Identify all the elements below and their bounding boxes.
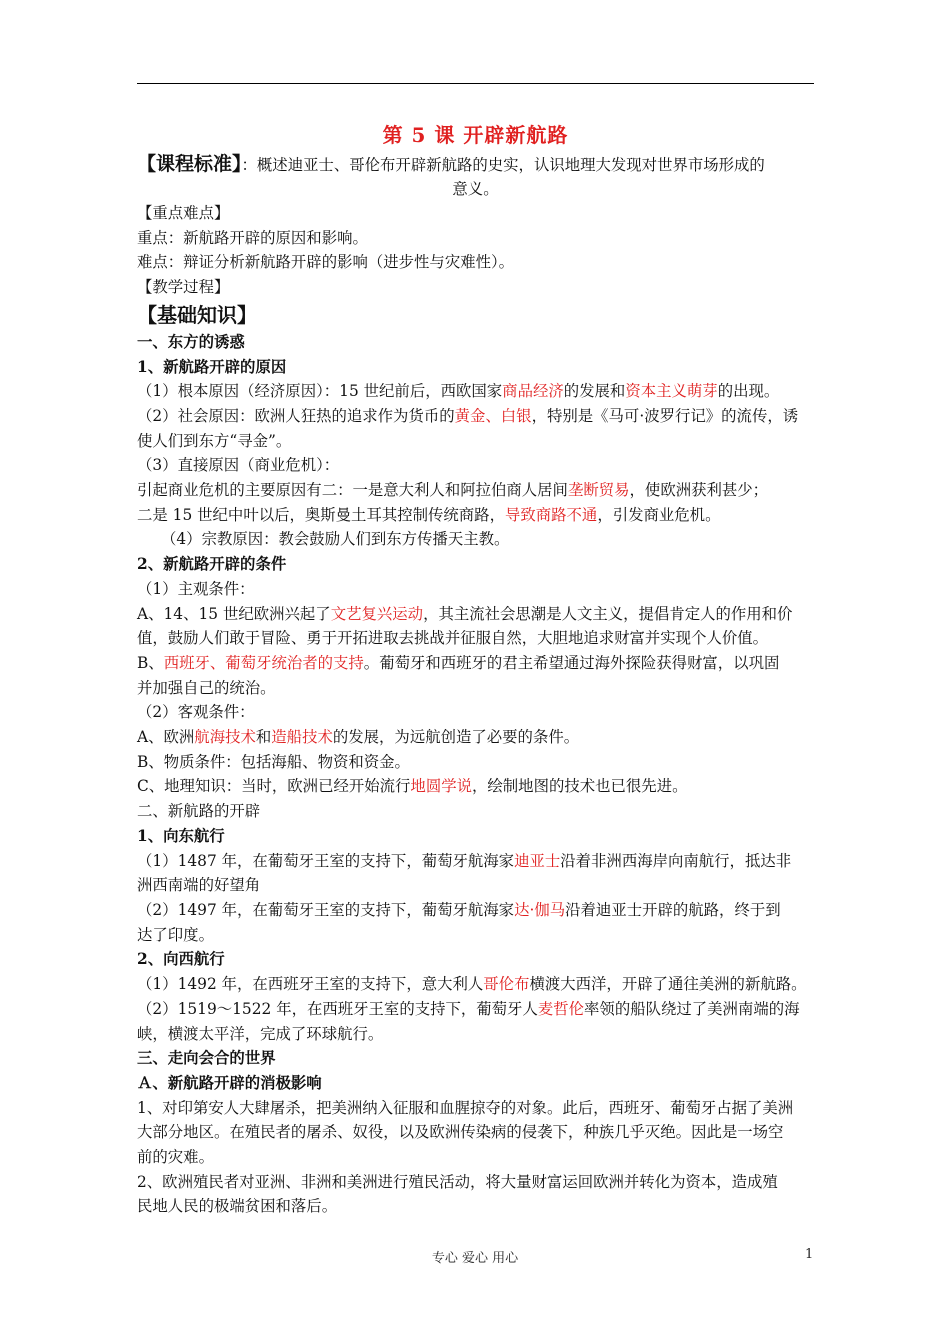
paragraph: （1）主观条件：	[137, 579, 255, 598]
focus-header: 【重点难点】	[137, 204, 230, 222]
paragraph: A、14、15 世纪欧洲兴起了文艺复兴运动，其主流社会思潮是人文主义，提倡肯定人的作用和价	[137, 604, 793, 623]
paragraph: （2）1519～1522 年，在西班牙王室的支持下，葡萄牙人麦哲伦率领的船队绕过了美洲南端的海	[137, 999, 800, 1018]
paragraph: 大部分地区。在殖民者的屠杀、奴役，以及欧洲传染病的侵袭下，种族几乎灭绝。因此是一场空	[137, 1123, 784, 1142]
section-2-sub2: 2、向西航行	[137, 950, 225, 969]
paragraph: 前的灾难。	[137, 1148, 214, 1167]
paragraph: B、西班牙、葡萄牙统治者的支持。葡萄牙和西班牙的君主希望通过海外探险获得财富，以巩固	[137, 653, 780, 672]
paragraph: 1、对印第安人大肆屠杀，把美洲纳入征服和血腥掠夺的对象。此后，西班牙、葡萄牙占据了美洲	[137, 1098, 794, 1117]
section-2-title: 二、新航路的开辟	[137, 802, 261, 821]
paragraph: （3）直接原因（商业危机）：	[137, 456, 340, 475]
paragraph: C、地理知识：当时，欧洲已经开始流行地圆学说，绘制地图的技术也已很先进。	[137, 777, 688, 796]
paragraph: 民地人民的极端贫困和落后。	[137, 1197, 338, 1216]
paragraph: 达了印度。	[137, 925, 214, 944]
difficulty-text: 难点：辩证分析新航路开辟的影响（进步性与灾难性）。	[137, 253, 515, 272]
section-2-sub1: 1、向东航行	[137, 826, 225, 845]
paragraph: 并加强自己的统治。	[137, 678, 276, 697]
section-3-title: 三、走向会合的世界	[137, 1049, 276, 1068]
paragraph: （4）宗教原因：教会鼓励人们到东方传播天主教。	[161, 530, 510, 549]
section-3-subA: Ａ、新航路开辟的消极影响	[137, 1073, 322, 1092]
paragraph: A、欧洲航海技术和造船技术的发展，为远航创造了必要的条件。	[137, 728, 580, 747]
paragraph: 2、欧洲殖民者对亚洲、非洲和美洲进行殖民活动，将大量财富运回欧洲并转化为资本，造成殖	[137, 1172, 778, 1191]
paragraph: B、物质条件：包括海船、物资和资金。	[137, 752, 410, 771]
standard-label: 【课程标准】	[137, 153, 242, 175]
course-standard	[137, 152, 814, 177]
document-body	[137, 118, 814, 1219]
course-standard-cont: 意义。	[452, 180, 499, 198]
section-1-title: 一、东方的诱惑	[137, 332, 245, 351]
standard-text: ：概述迪亚士、哥伦布开辟新航路的史实，认识地理大发现对世界市场形成的	[241, 156, 765, 174]
page-title: 第 5 课 开辟新航路	[382, 123, 569, 147]
paragraph: 值，鼓励人们敢于冒险、勇于开拓进取去挑战并征服自然，大胆地追求财富并实现个人价值。	[137, 629, 769, 648]
section-1-sub1: 1、新航路开辟的原因	[137, 357, 287, 376]
paragraph: 二是 15 世纪中叶以后，奥斯曼土耳其控制传统商路，导致商路不通，引发商业危机。	[137, 505, 721, 524]
focus-text: 重点：新航路开辟的原因和影响。	[137, 228, 368, 247]
paragraph: 引起商业危机的主要原因有二：一是意大利人和阿拉伯商人居间垄断贸易，使欧洲获利甚少；	[137, 481, 769, 500]
paragraph: （1）1487 年，在葡萄牙王室的支持下，葡萄牙航海家迪亚士沿着非洲西海岸向南航行，抵达非	[137, 851, 792, 870]
paragraph: （2）社会原因：欧洲人狂热的追求作为货币的黄金、白银，特别是《马可·波罗行记》的流传，诱	[137, 406, 799, 425]
paragraph: （2）1497 年，在葡萄牙王室的支持下，葡萄牙航海家达·伽马沿着迪亚士开辟的航路，终于到	[137, 900, 781, 919]
page-footer: 专心 爱心 用心	[431, 1251, 519, 1266]
paragraph: （1）1492 年，在西班牙王室的支持下，意大利人哥伦布横渡大西洋，开辟了通往美洲的新航路。	[137, 975, 807, 994]
section-1-sub2: 2、新航路开辟的条件	[137, 555, 287, 574]
paragraph: （1）根本原因（经济原因）：15 世纪前后，西欧国家商品经济的发展和资本主义萌芽的出现。	[137, 382, 780, 401]
header-rule	[137, 83, 814, 84]
paragraph: （2）客观条件：	[137, 703, 255, 722]
process-header: 【教学过程】	[137, 278, 230, 297]
basic-header: 【基础知识】	[137, 302, 257, 327]
paragraph: 洲西南端的好望角	[137, 876, 261, 895]
page-number: 1	[805, 1247, 814, 1262]
paragraph: 峡，横渡太平洋，完成了环球航行。	[137, 1024, 384, 1043]
paragraph: 使人们到东方“寻金”。	[137, 431, 292, 450]
